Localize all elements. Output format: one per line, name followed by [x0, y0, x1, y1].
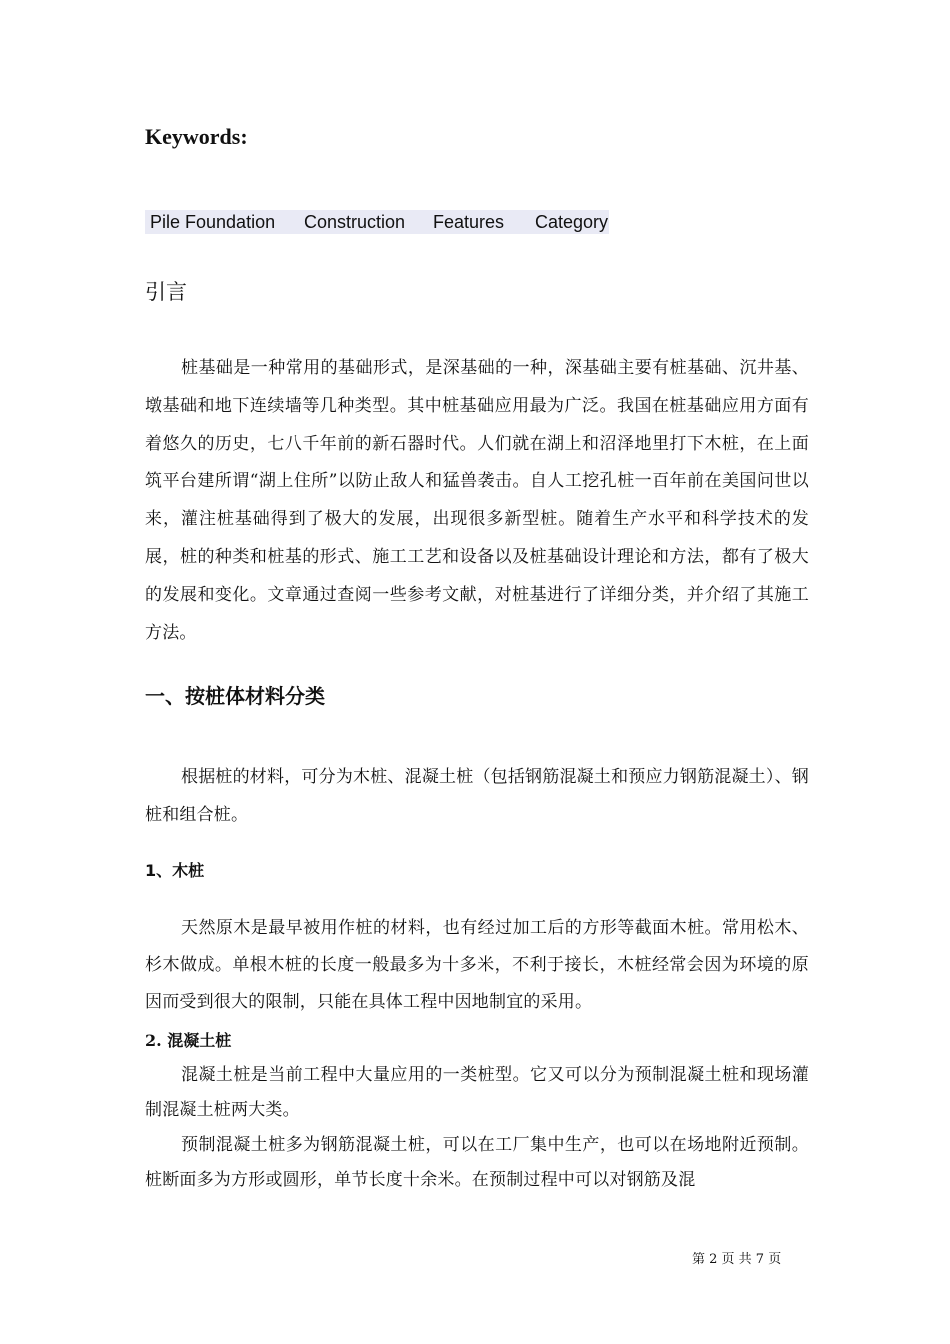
precast-pile-paragraph: 预制混凝土桩多为钢筋混凝土桩，可以在工厂集中生产，也可以在场地附近预制。桩断面多为方形或圆形，单节长度十余米。在预制过程中可以对钢筋及混 [145, 1135, 809, 1190]
keywords-title: Keywords: [145, 124, 248, 149]
subsection-heading-concrete-pile: 2. 混凝土桩 [145, 1031, 232, 1050]
wood-pile-paragraph: 天然原木是最早被用作桩的材料，也有经过加工后的方形等截面木桩。常用松木、杉木做成。单根木桩的长度一般最多为十多米，不利于接长，木桩经常会因为环境的原因而受到很大的限制，只能在具体工程中因地制宜的采用。 [145, 918, 809, 1012]
concrete-pile-paragraph: 混凝土桩是当前工程中大量应用的一类桩型。它又可以分为预制混凝土桩和现场灌制混凝土桩两大类。 [145, 1065, 809, 1120]
subsection-heading-wood-pile: 1、木桩 [145, 861, 205, 880]
keyword-item: Pile Foundation [150, 212, 276, 232]
keyword-item: Features [433, 212, 505, 232]
section-paragraph: 根据桩的材料，可分为木桩、混凝土桩（包括钢筋混凝土和预应力钢筋混凝土）、钢桩和组合桩。 [145, 767, 809, 825]
keyword-item: Category [535, 212, 609, 232]
keyword-item: Construction [304, 212, 406, 232]
section-heading: 一、按桩体材料分类 [145, 684, 325, 708]
page-number: 第 2 页 共 7 页 [692, 1252, 782, 1267]
intro-heading: 引言 [145, 280, 187, 304]
intro-paragraph: 桩基础是一种常用的基础形式，是深基础的一种，深基础主要有桩基础、沉井基、墩基础和地下连续墙等几种类型。其中桩基础应用最为广泛。我国在桩基础应用方面有着悠久的历史，七八千年前的新石器时代。人们就在湖上和沼泽地里打下木桩，在上面筑平台建所谓“湖上住所”以防止敌人和猛兽袭击。自人工挖孔桩一百年前在美国问世以来，灌注桩基础得到了极大的发展，出现很多新型桩。随着生产水平和科学技术的发展，桩的种类和桩基的形式、施工工艺和设备以及桩基础设计理论和方法，都有了极大的发展和变化。文章通过查阅一些参考文献，对桩基进行了详细分类，并介绍了其施工方法。 [145, 358, 809, 643]
